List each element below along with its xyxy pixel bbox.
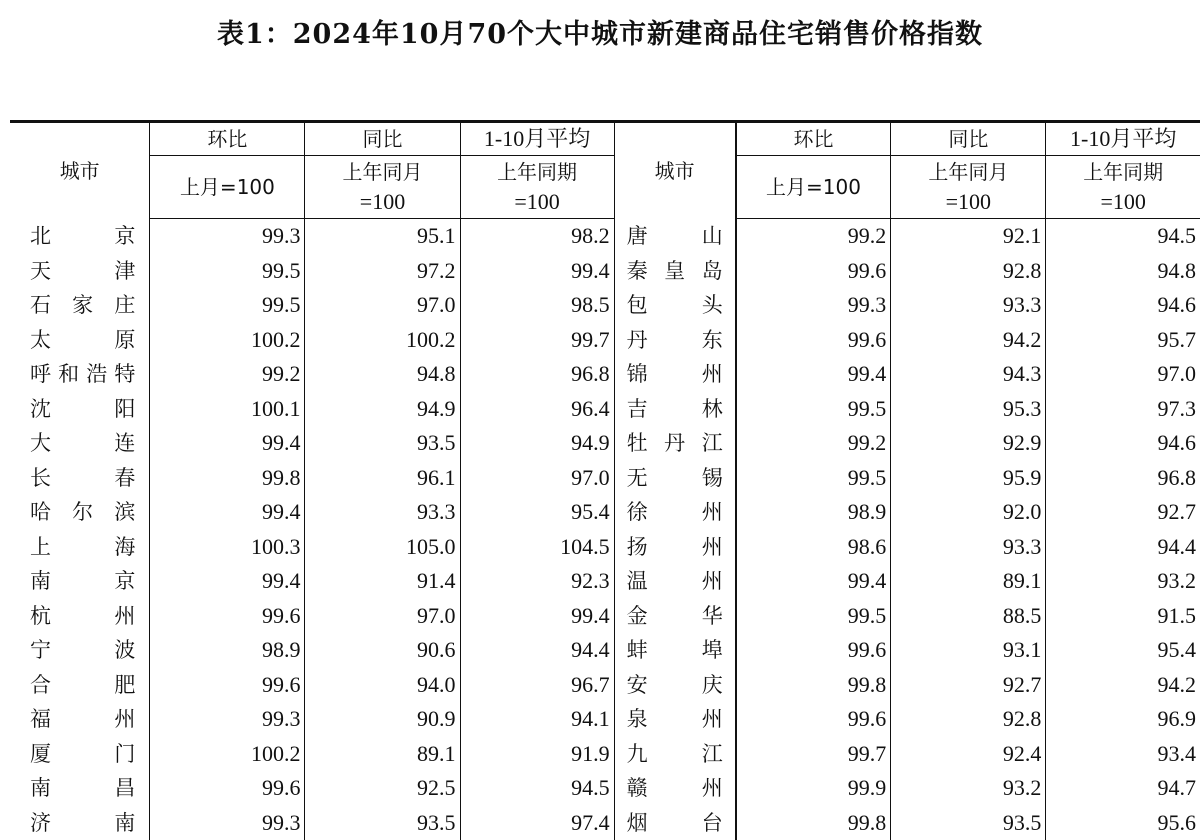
mom-cell-left: 100.2: [150, 737, 305, 772]
yoy-cell-right: 92.1: [891, 219, 1046, 254]
yoy-cell-left: 89.1: [305, 737, 460, 772]
table-body: [10, 219, 1200, 840]
yoy-cell-left: 100.2: [305, 323, 460, 358]
mom-cell-right: 99.5: [736, 461, 891, 496]
table-row: [10, 392, 1200, 427]
table-row: [10, 668, 1200, 703]
city-cell-left: 宁波: [10, 633, 150, 668]
city-cell-left: 呼和浩特: [10, 357, 150, 392]
city-cell-right: 锦州: [614, 357, 736, 392]
avg-cell-right: 92.7: [1046, 495, 1200, 530]
yoy-cell-left: 91.4: [305, 564, 460, 599]
avg-cell-left: 92.3: [460, 564, 614, 599]
city-cell-right: 扬州: [614, 530, 736, 565]
city-cell-right: 秦皇岛: [614, 254, 736, 289]
city-cell-right: 赣州: [614, 771, 736, 806]
avg-cell-left: 99.7: [460, 323, 614, 358]
avg-cell-left: 94.1: [460, 702, 614, 737]
avg-cell-left: 94.9: [460, 426, 614, 461]
table-row: [10, 771, 1200, 806]
avg-cell-right: 91.5: [1046, 599, 1200, 634]
header-yoy-base-left: [305, 156, 460, 219]
yoy-cell-left: 90.6: [305, 633, 460, 668]
mom-cell-right: 99.5: [736, 392, 891, 427]
yoy-cell-left: 96.1: [305, 461, 460, 496]
avg-cell-right: 94.2: [1046, 668, 1200, 703]
city-cell-left: 合肥: [10, 668, 150, 703]
city-cell-left: 杭州: [10, 599, 150, 634]
yoy-base-value: =100: [891, 187, 1045, 217]
city-cell-left: 北京: [10, 219, 150, 254]
table-row: [10, 806, 1200, 840]
avg-cell-right: 96.9: [1046, 702, 1200, 737]
avg-cell-left: 97.4: [460, 806, 614, 840]
mom-cell-left: 100.3: [150, 530, 305, 565]
mom-cell-right: 98.6: [736, 530, 891, 565]
city-cell-left: 济南: [10, 806, 150, 840]
yoy-cell-left: 97.2: [305, 254, 460, 289]
city-cell-right: 金华: [614, 599, 736, 634]
yoy-cell-left: 105.0: [305, 530, 460, 565]
header-mom-right: 环比: [736, 122, 891, 156]
avg-cell-left: 94.5: [460, 771, 614, 806]
yoy-cell-left: 90.9: [305, 702, 460, 737]
table-row: [10, 219, 1200, 254]
header-yoy-left: 同比: [305, 122, 460, 156]
avg-cell-right: 95.4: [1046, 633, 1200, 668]
yoy-cell-left: 92.5: [305, 771, 460, 806]
mom-cell-left: 99.5: [150, 254, 305, 289]
yoy-cell-left: 93.5: [305, 426, 460, 461]
table-row: [10, 495, 1200, 530]
city-cell-right: 烟台: [614, 806, 736, 840]
avg-cell-left: 99.4: [460, 599, 614, 634]
header-mom-left: 环比: [150, 122, 305, 156]
yoy-cell-right: 92.0: [891, 495, 1046, 530]
mom-cell-left: 99.4: [150, 495, 305, 530]
yoy-base-label: 上年同月: [305, 157, 459, 187]
mom-cell-right: 99.6: [736, 254, 891, 289]
header-yoy-base-right: [891, 156, 1046, 219]
table-row: [10, 357, 1200, 392]
yoy-cell-right: 93.5: [891, 806, 1046, 840]
yoy-cell-right: 92.8: [891, 254, 1046, 289]
header-mom-base-left: [150, 156, 305, 219]
price-index-table: [10, 120, 1200, 840]
avg-cell-left: 104.5: [460, 530, 614, 565]
avg-cell-left: 97.0: [460, 461, 614, 496]
mom-cell-right: 99.3: [736, 288, 891, 323]
table-row: [10, 530, 1200, 565]
mom-cell-right: 99.2: [736, 219, 891, 254]
avg-base-value: =100: [1046, 187, 1200, 217]
city-cell-right: 九江: [614, 737, 736, 772]
avg-base-label: 上年同期: [461, 157, 614, 187]
avg-cell-right: 94.8: [1046, 254, 1200, 289]
table-row: [10, 564, 1200, 599]
avg-cell-left: 98.2: [460, 219, 614, 254]
mom-cell-right: 99.7: [736, 737, 891, 772]
table-row: [10, 461, 1200, 496]
yoy-cell-right: 94.3: [891, 357, 1046, 392]
mom-base-label: 上月=100: [737, 172, 891, 202]
mom-cell-left: 99.2: [150, 357, 305, 392]
mom-cell-right: 99.6: [736, 633, 891, 668]
mom-cell-left: 99.3: [150, 219, 305, 254]
city-cell-left: 石家庄: [10, 288, 150, 323]
avg-cell-right: 95.6: [1046, 806, 1200, 840]
yoy-cell-left: 95.1: [305, 219, 460, 254]
yoy-cell-right: 95.9: [891, 461, 1046, 496]
city-cell-right: 无锡: [614, 461, 736, 496]
yoy-cell-right: 92.8: [891, 702, 1046, 737]
city-cell-left: 长春: [10, 461, 150, 496]
yoy-cell-left: 94.8: [305, 357, 460, 392]
mom-cell-left: 99.6: [150, 599, 305, 634]
mom-cell-right: 99.8: [736, 806, 891, 840]
city-cell-right: 徐州: [614, 495, 736, 530]
avg-cell-left: 96.4: [460, 392, 614, 427]
mom-cell-left: 99.6: [150, 771, 305, 806]
mom-cell-left: 99.6: [150, 668, 305, 703]
avg-base-value: =100: [461, 187, 614, 217]
mom-cell-right: 99.6: [736, 323, 891, 358]
city-cell-left: 沈阳: [10, 392, 150, 427]
city-cell-left: 南京: [10, 564, 150, 599]
mom-cell-right: 99.8: [736, 668, 891, 703]
city-cell-right: 泉州: [614, 702, 736, 737]
yoy-cell-right: 94.2: [891, 323, 1046, 358]
table-row: [10, 323, 1200, 358]
mom-cell-right: 99.5: [736, 599, 891, 634]
header-avg-base-left: [460, 156, 614, 219]
city-cell-right: 温州: [614, 564, 736, 599]
city-cell-right: 安庆: [614, 668, 736, 703]
avg-cell-right: 97.3: [1046, 392, 1200, 427]
avg-cell-left: 91.9: [460, 737, 614, 772]
yoy-cell-right: 93.2: [891, 771, 1046, 806]
mom-cell-left: 100.2: [150, 323, 305, 358]
mom-cell-right: 99.2: [736, 426, 891, 461]
mom-cell-right: 99.4: [736, 564, 891, 599]
yoy-cell-left: 93.3: [305, 495, 460, 530]
avg-cell-right: 94.7: [1046, 771, 1200, 806]
avg-cell-left: 95.4: [460, 495, 614, 530]
mom-cell-right: 99.4: [736, 357, 891, 392]
yoy-base-value: =100: [305, 187, 459, 217]
header-avg-left: 1-10月平均: [460, 122, 614, 156]
header-city-left: 城市: [10, 122, 150, 219]
mom-cell-left: 99.3: [150, 806, 305, 840]
table-header: [10, 122, 1200, 219]
mom-cell-right: 99.9: [736, 771, 891, 806]
city-cell-left: 厦门: [10, 737, 150, 772]
avg-base-label: 上年同期: [1046, 157, 1200, 187]
table-row: [10, 288, 1200, 323]
yoy-cell-right: 89.1: [891, 564, 1046, 599]
table-row: [10, 599, 1200, 634]
yoy-cell-right: 92.7: [891, 668, 1046, 703]
table-row: [10, 702, 1200, 737]
yoy-cell-left: 94.9: [305, 392, 460, 427]
header-avg-right: 1-10月平均: [1046, 122, 1200, 156]
city-cell-left: 天津: [10, 254, 150, 289]
yoy-cell-right: 92.4: [891, 737, 1046, 772]
mom-cell-left: 99.8: [150, 461, 305, 496]
avg-cell-right: 94.6: [1046, 426, 1200, 461]
header-mom-base-right: [736, 156, 891, 219]
yoy-cell-left: 97.0: [305, 288, 460, 323]
avg-cell-right: 94.6: [1046, 288, 1200, 323]
table-row: [10, 426, 1200, 461]
yoy-cell-right: 93.3: [891, 530, 1046, 565]
avg-cell-left: 99.4: [460, 254, 614, 289]
mom-cell-left: 100.1: [150, 392, 305, 427]
city-cell-right: 蚌埠: [614, 633, 736, 668]
yoy-cell-right: 93.3: [891, 288, 1046, 323]
header-yoy-right: 同比: [891, 122, 1046, 156]
avg-cell-left: 98.5: [460, 288, 614, 323]
table-title: 表1：2024年10月70个大中城市新建商品住宅销售价格指数: [0, 12, 1200, 51]
mom-cell-left: 99.5: [150, 288, 305, 323]
city-cell-left: 南昌: [10, 771, 150, 806]
city-cell-left: 福州: [10, 702, 150, 737]
mom-base-label: 上月=100: [150, 172, 304, 202]
avg-cell-left: 96.8: [460, 357, 614, 392]
city-cell-right: 唐山: [614, 219, 736, 254]
table-row: [10, 737, 1200, 772]
mom-cell-left: 99.3: [150, 702, 305, 737]
yoy-cell-left: 97.0: [305, 599, 460, 634]
yoy-cell-left: 94.0: [305, 668, 460, 703]
avg-cell-right: 95.7: [1046, 323, 1200, 358]
city-cell-left: 哈尔滨: [10, 495, 150, 530]
avg-cell-right: 93.2: [1046, 564, 1200, 599]
avg-cell-right: 97.0: [1046, 357, 1200, 392]
avg-cell-right: 93.4: [1046, 737, 1200, 772]
mom-cell-left: 98.9: [150, 633, 305, 668]
city-cell-right: 包头: [614, 288, 736, 323]
city-cell-left: 上海: [10, 530, 150, 565]
city-cell-right: 丹东: [614, 323, 736, 358]
avg-cell-right: 94.5: [1046, 219, 1200, 254]
mom-cell-right: 99.6: [736, 702, 891, 737]
avg-cell-left: 94.4: [460, 633, 614, 668]
avg-cell-left: 96.7: [460, 668, 614, 703]
avg-cell-right: 94.4: [1046, 530, 1200, 565]
yoy-base-label: 上年同月: [891, 157, 1045, 187]
mom-cell-left: 99.4: [150, 426, 305, 461]
table-row: [10, 633, 1200, 668]
table-row: [10, 254, 1200, 289]
yoy-cell-right: 95.3: [891, 392, 1046, 427]
header-avg-base-right: [1046, 156, 1200, 219]
avg-cell-right: 96.8: [1046, 461, 1200, 496]
mom-cell-right: 98.9: [736, 495, 891, 530]
header-city-right: 城市: [614, 122, 736, 219]
yoy-cell-right: 92.9: [891, 426, 1046, 461]
yoy-cell-left: 93.5: [305, 806, 460, 840]
city-cell-right: 牡丹江: [614, 426, 736, 461]
city-cell-left: 太原: [10, 323, 150, 358]
yoy-cell-right: 88.5: [891, 599, 1046, 634]
city-cell-left: 大连: [10, 426, 150, 461]
mom-cell-left: 99.4: [150, 564, 305, 599]
city-cell-right: 吉林: [614, 392, 736, 427]
yoy-cell-right: 93.1: [891, 633, 1046, 668]
